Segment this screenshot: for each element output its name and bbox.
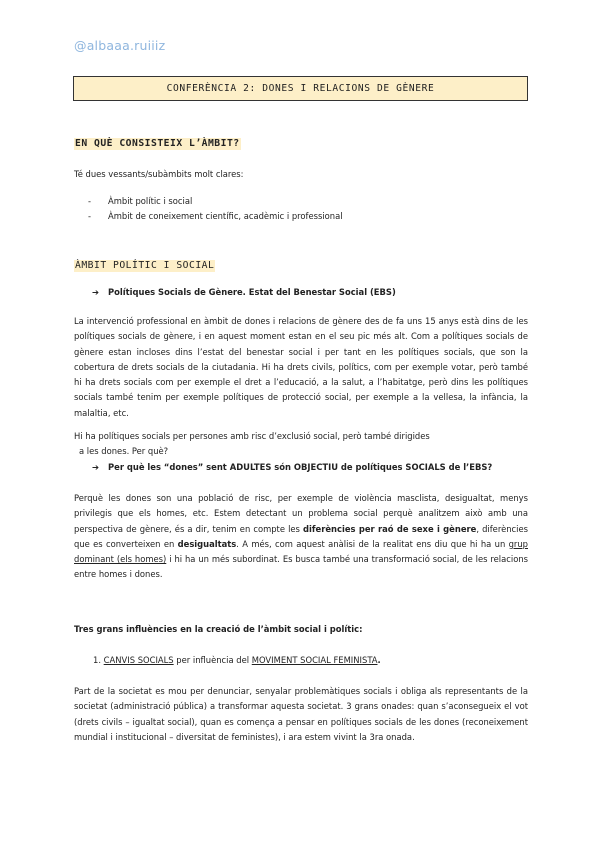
right-arrow-icon: ➔ bbox=[92, 287, 100, 297]
author-watermark: @albaaa.ruiiiz bbox=[74, 38, 166, 53]
section-heading-politic-social: ÀMBIT POLÍTIC I SOCIAL bbox=[75, 260, 215, 271]
dash-bullet: - bbox=[88, 196, 92, 206]
paragraph-intervencio: La intervenció professional en àmbit de dones i relacions de gènere des de fa uns 15 anys està dins de les polítiques socials de gènere, i en aquest moment estan en el seu pic més alt. Com a polítiques socials de gènere estan incloses dins l’estat del benestar social i per tant en les polítiques socials, que son la cobertura de drets socials de la ciutadania. Hi ha drets civils, polítics, com per exemple votar, però també hi ha drets socials com per exemple el dret a l’educació, a la salut, a l’habitatge, però dins les polítiques socials també tenim per exemple polítiques de protecció social, per exemple a la vellesa, la infància, la malaltia, etc. bbox=[74, 316, 528, 418]
paragraph-societat: Part de la societat es mou per denunciar, senyalar problemàtiques socials i obliga als representants de la societat (administració pública) a transformar aquesta societat. 3 grans onades: quan s’aconsegueix el vot (drets civils – igualtat social), quan es comença a pensar en polítiques socials de les dones (reconeixement mundial i institucional – diversitat de feministes), i ara estem vivint la 3ra onada. bbox=[74, 686, 528, 742]
dash-bullet: - bbox=[88, 211, 92, 222]
list-item: - Àmbit polític i social bbox=[88, 194, 343, 209]
influences-heading: Tres grans influències en la creació de l’àmbit social i polític: bbox=[74, 624, 363, 634]
paragraph-perque: Perquè les dones son una població de risc, per exemple de violència masclista, desigualtat, menys privilegis que els homes, etc. Estem detectant un problema social perquè analitzem això amb una perspectiva de gènere, és a dir, tenim en compte les diferències per raó de sexe i gènere, diferències que es converteixen en desigualtats. A més, com aquest anàlisi de la realitat ens diu que hi ha un grup dominant (els homes) i hi ha un més subordinat. Es busca també una transformació social, de les relacions entre homes i dones. bbox=[74, 493, 528, 580]
document-title bbox=[73, 76, 528, 101]
intro-text: Té dues vessants/subàmbits molt clares: bbox=[74, 169, 244, 179]
list-item: - Àmbit de coneixement científic, acadèmic i professional bbox=[88, 209, 343, 224]
subfields-list bbox=[88, 194, 343, 225]
arrow-item-objectiu: ➔ Per què les “dones” sent ADULTES són OBJECTIU de polítiques SOCIALS de l’EBS? bbox=[92, 462, 493, 472]
arrow-item-polítiques: ➔ Polítiques Socials de Gènere. Estat del Benestar Social (EBS) bbox=[92, 287, 396, 297]
document-title-text: CONFERÈNCIA 2: DONES I RELACIONS DE GÈNERE bbox=[166, 83, 435, 94]
numbered-item-canvis: 1. CANVIS SOCIALS per influència del MOVIMENT SOCIAL FEMINISTA. bbox=[93, 655, 381, 665]
section-heading-ambit: EN QUÈ CONSISTEIX L’ÀMBIT? bbox=[75, 138, 240, 149]
right-arrow-icon: ➔ bbox=[92, 462, 100, 472]
paragraph-risc: Hi ha polítiques socials per persones amb risc d’exclusió social, però també dirigides a les dones. Per què? bbox=[74, 431, 430, 456]
